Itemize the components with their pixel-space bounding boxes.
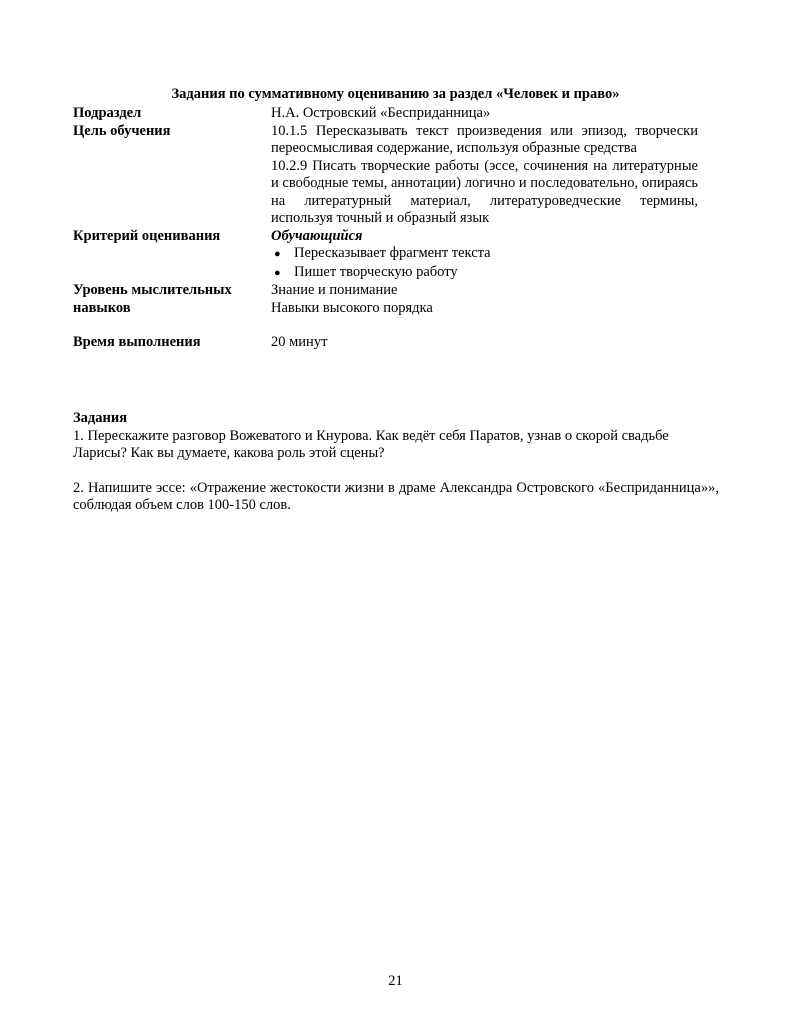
- value-criteria: [271, 228, 698, 283]
- label-time: Время выполнения: [73, 334, 201, 350]
- bullet-icon: ●: [274, 248, 281, 260]
- tasks-heading: Задания: [73, 410, 128, 426]
- label-levels: Уровень мыслительных навыков: [73, 282, 232, 316]
- label-goal: Цель обучения: [73, 122, 171, 139]
- goal-item-1: 10.1.5 Пересказывать текст произведения или эпизод, творчески переосмысливая содержание, используя образные средства: [271, 122, 698, 156]
- criteria-bullet-2: [271, 264, 698, 283]
- level-item-1: Знание и понимание: [271, 282, 398, 298]
- bullet-icon: ●: [274, 266, 281, 279]
- value-subsection: Н.А. Островский «Бесприданница»: [271, 105, 491, 121]
- row-goal: [73, 123, 698, 228]
- spacer: [73, 317, 698, 334]
- tasks-section: [73, 410, 719, 515]
- label-subsection: Подраздел: [73, 105, 142, 121]
- info-table: [73, 105, 698, 352]
- row-criteria: [73, 228, 698, 283]
- task-2: 2. Напишите эссе: «Отражение жестокости жизни в драме Александра Островского «Бесприданница»», соблюдая объем слов 100-150 слов.: [73, 479, 719, 513]
- value-time: 20 минут: [271, 334, 328, 350]
- goal-item-2: 10.2.9 Писать творческие работы (эссе, сочинения на литературные и свободные темы, аннотации) логично и последовательно, опираясь на литературный материал, литературоведческие термины, используя точный и образный язык: [271, 157, 698, 226]
- document-title: Задания по суммативному оцениванию за раздел «Человек и право»: [171, 86, 620, 102]
- level-item-2: Навыки высокого порядка: [271, 299, 433, 316]
- page-number: 21: [388, 973, 403, 989]
- criteria-bullet-text: Пересказывает фрагмент текста: [294, 245, 491, 261]
- task-1: 1. Перескажите разговор Вожеватого и Кнурова. Как ведёт себя Паратов, узнав о скорой свадьбе Ларисы? Как вы думаете, какова роль этой сцены?: [73, 427, 669, 461]
- value-goal: [271, 123, 698, 228]
- value-levels: [271, 282, 698, 317]
- row-levels: [73, 282, 698, 317]
- criteria-bullet-1: [271, 245, 698, 264]
- criteria-bullet-text: Пишет творческую работу: [294, 263, 458, 280]
- row-subsection: [73, 105, 698, 123]
- label-criteria: Критерий оценивания: [73, 227, 221, 244]
- criteria-heading: Обучающийся: [271, 227, 363, 244]
- row-time: [73, 334, 698, 352]
